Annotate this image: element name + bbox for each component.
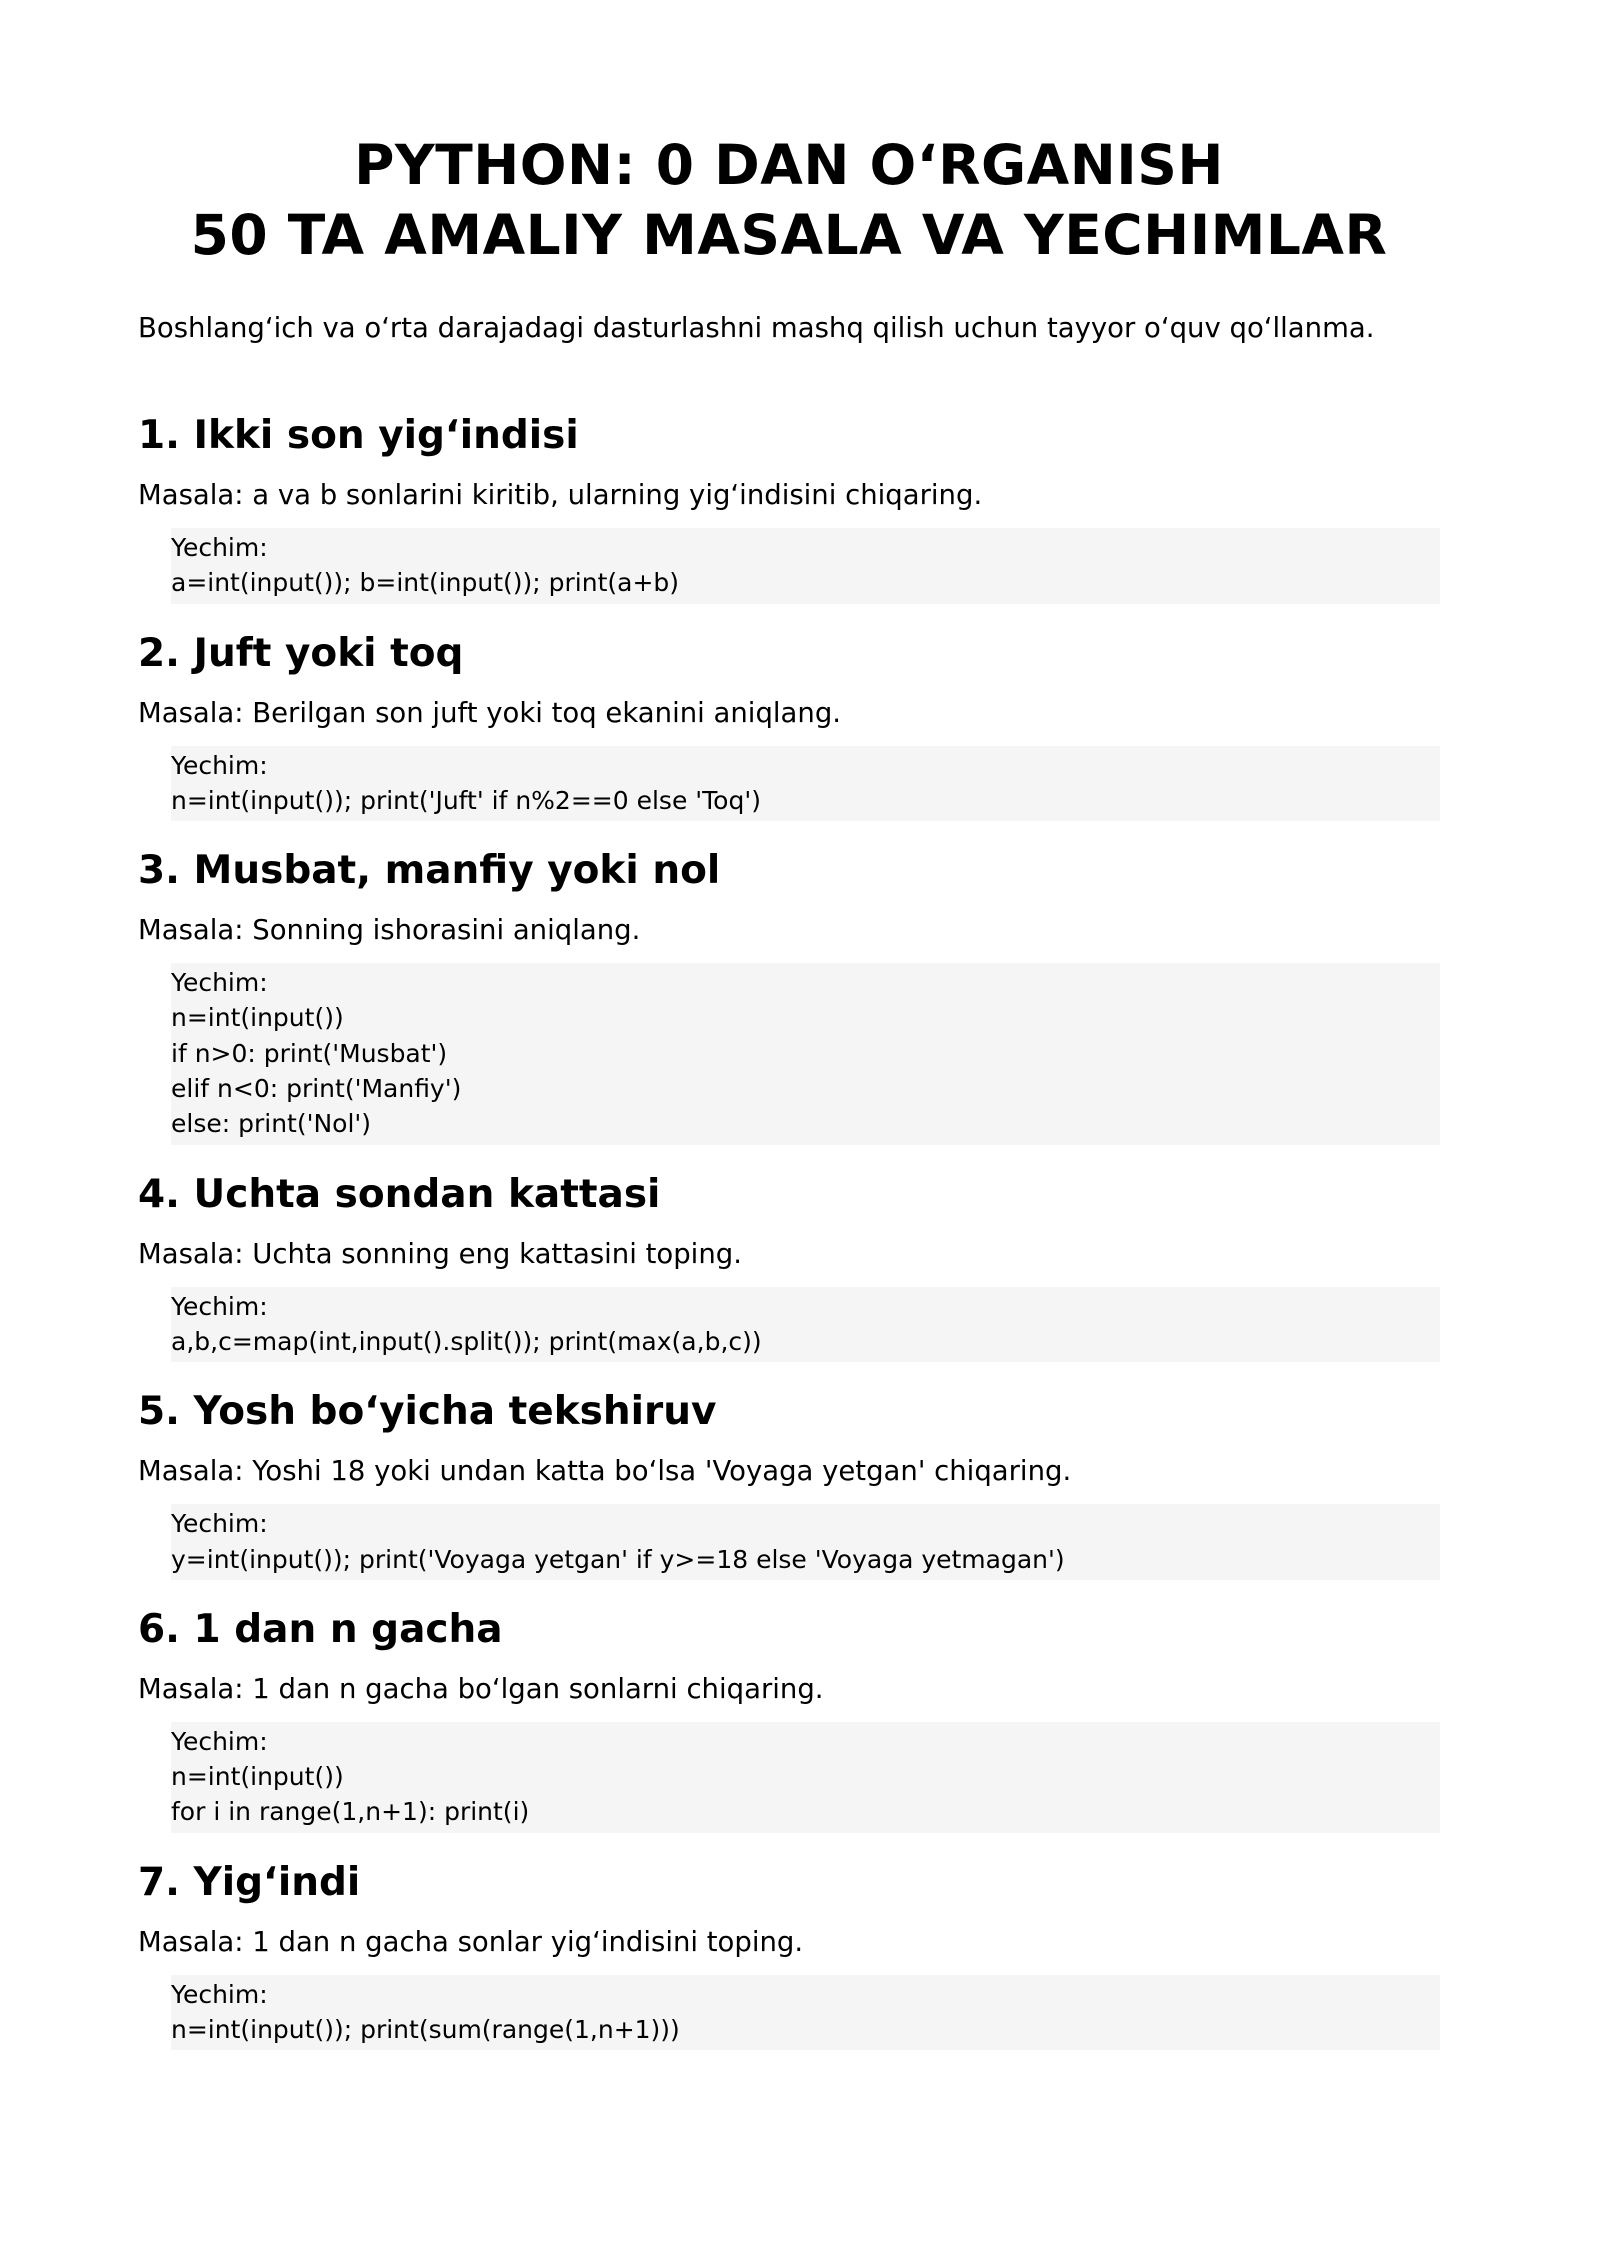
problem-section bbox=[138, 1145, 1440, 1363]
problem-statement: Masala: 1 dan n gacha sonlar yig‘indisini toping. bbox=[138, 1925, 804, 1958]
problem-title: 3. Musbat, manfiy yoki nol bbox=[138, 848, 721, 894]
solution-code-line: elif n<0: print('Manfiy') bbox=[171, 1074, 462, 1104]
solution-block bbox=[171, 1287, 1440, 1363]
document-title bbox=[138, 130, 1440, 270]
solution-code-line: n=int(input()); print(sum(range(1,n+1))) bbox=[171, 2015, 680, 2045]
solution-code-line: n=int(input()); print('Juft' if n%2==0 else 'Toq') bbox=[171, 785, 761, 815]
problem-section bbox=[138, 1833, 1440, 2051]
solution-label: Yechim: bbox=[171, 750, 268, 780]
problem-statement: Masala: Sonning ishorasini aniqlang. bbox=[138, 914, 641, 947]
problem-statement: Masala: Uchta sonning eng kattasini toping. bbox=[138, 1237, 742, 1270]
solution-code-line: n=int(input()) bbox=[171, 1003, 344, 1033]
problem-title: 1. Ikki son yig‘indisi bbox=[138, 413, 579, 458]
solution-label: Yechim: bbox=[171, 533, 268, 562]
problem-section bbox=[138, 1362, 1440, 1580]
solution-label: Yechim: bbox=[171, 1291, 268, 1321]
problem-statement: Masala: Berilgan son juft yoki toq ekanini aniqlang. bbox=[138, 696, 842, 729]
solution-block bbox=[171, 1975, 1440, 2051]
solution-label: Yechim: bbox=[171, 968, 268, 998]
problem-title: 2. Juft yoki toq bbox=[138, 630, 464, 676]
solution-block bbox=[171, 1722, 1440, 1833]
solution-code-line: if n>0: print('Musbat') bbox=[171, 1038, 448, 1068]
solution-code-line: else: print('Nol') bbox=[171, 1109, 372, 1139]
solution-label: Yechim: bbox=[171, 1726, 268, 1756]
problem-section bbox=[138, 386, 1440, 604]
solution-block bbox=[171, 963, 1440, 1144]
problem-section bbox=[138, 1580, 1440, 1833]
problem-title: 6. 1 dan n gacha bbox=[138, 1606, 503, 1652]
problem-statement: Masala: 1 dan n gacha bo‘lgan sonlarni chiqaring. bbox=[138, 1672, 824, 1705]
solution-block bbox=[171, 746, 1440, 822]
solution-label: Yechim: bbox=[171, 1979, 268, 2009]
solution-code-line: n=int(input()) bbox=[171, 1762, 344, 1792]
problem-statement: Masala: a va b sonlarini kiritib, ularning yig‘indisini chiqaring. bbox=[138, 479, 983, 511]
solution-code-line: a,b,c=map(int,input().split()); print(max(a,b,c)) bbox=[171, 1326, 762, 1356]
solution-code-line: a=int(input()); b=int(input()); print(a+b) bbox=[171, 568, 680, 598]
title-line-2: 50 TA AMALIY MASALA VA YECHIMLAR bbox=[190, 203, 1388, 267]
solution-code-line: y=int(input()); print('Voyaga yetgan' if y>=18 else 'Voyaga yetmagan') bbox=[171, 1544, 1065, 1574]
problem-title: 5. Yosh bo‘yicha tekshiruv bbox=[138, 1389, 717, 1435]
problem-section bbox=[138, 604, 1440, 822]
document-page bbox=[138, 130, 1440, 2050]
problem-title: 7. Yig‘indi bbox=[138, 1859, 361, 1905]
solution-code-line: for i in range(1,n+1): print(i) bbox=[171, 1797, 530, 1827]
intro-text: Boshlang‘ich va o‘rta darajadagi dasturlashni mashq qilish uchun tayyor o‘quv qo‘llanma. bbox=[138, 312, 1375, 344]
solution-label: Yechim: bbox=[171, 1509, 268, 1539]
title-line-1: PYTHON: 0 DAN O‘RGANISH bbox=[354, 133, 1224, 197]
problem-title: 4. Uchta sondan kattasi bbox=[138, 1171, 661, 1217]
solution-block bbox=[171, 1504, 1440, 1580]
solution-block bbox=[171, 528, 1440, 604]
problem-list bbox=[138, 386, 1440, 2050]
problem-statement: Masala: Yoshi 18 yoki undan katta bo‘lsa 'Voyaga yetgan' chiqaring. bbox=[138, 1455, 1072, 1488]
problem-section bbox=[138, 821, 1440, 1144]
